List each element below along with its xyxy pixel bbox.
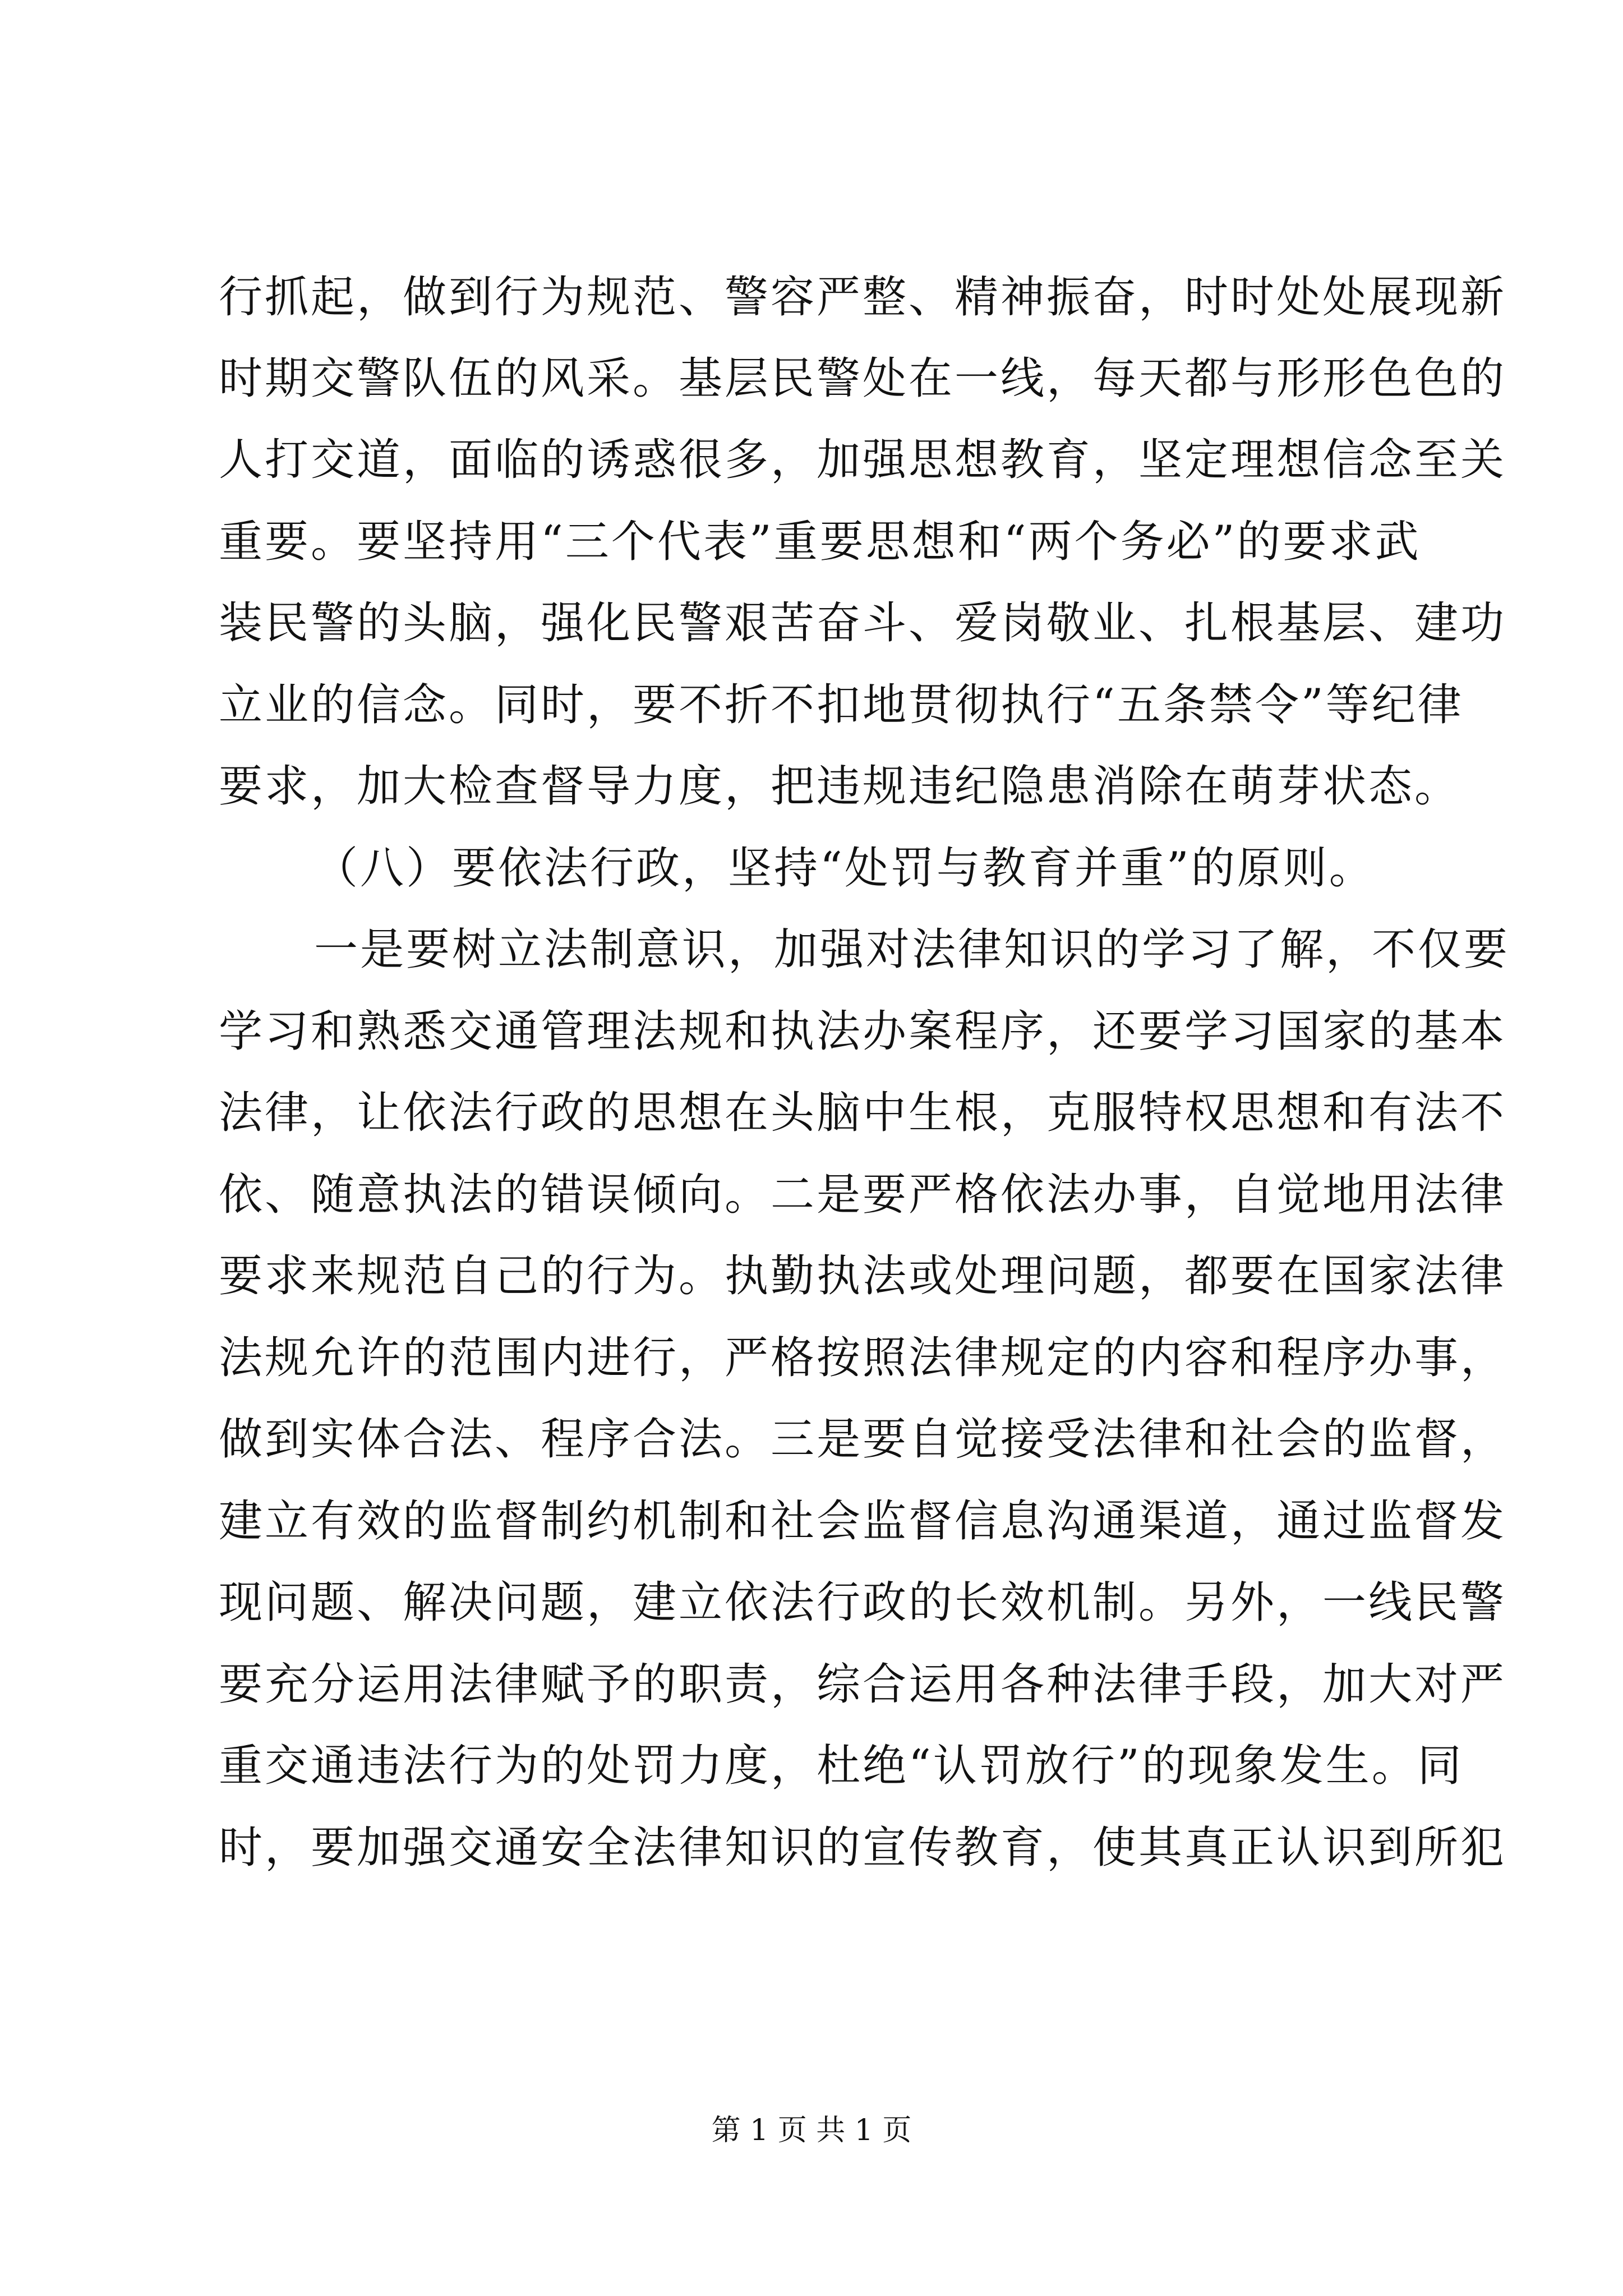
text-line: 现问题、解决问题，建立依法行政的长效机制。另外，一线民警 (219, 1577, 1507, 1628)
section-heading: （八）要依法行政，坚持“处罚与教育并重”的原则。 (314, 843, 1375, 894)
text-line: 依、随意执法的错误倾向。二是要严格依法办事，自觉地用法律 (219, 1170, 1507, 1220)
text-line: 时，要加强交通安全法律知识的宣传教育，使其真正认识到所犯 (219, 1823, 1507, 1873)
text-line: 要求来规范自己的行为。执勤执法或处理问题，都要在国家法律 (219, 1251, 1507, 1301)
text-line: 要求，加大检查督导力度，把违规违纪隐患消除在萌芽状态。 (219, 761, 1461, 812)
text-line: 一是要树立法制意识，加强对法律知识的学习了解，不仅要 (314, 924, 1510, 975)
text-line: 时期交警队伍的风采。基层民警处在一线，每天都与形形色色的 (219, 353, 1507, 404)
text-line: 行抓起，做到行为规范、警容严整、精神振奋，时时处处展现新 (219, 272, 1507, 323)
text-line: 装民警的头脑，强化民警艰苦奋斗、爱岗敬业、扎根基层、建功 (219, 598, 1507, 648)
text-line: 重交通违法行为的处罚力度，杜绝“认罚放行”的现象发生。同 (219, 1741, 1464, 1791)
text-line: 人打交道，面临的诱惑很多，加强思想教育，坚定理想信念至关 (219, 435, 1507, 485)
text-line: 学习和熟悉交通管理法规和执法办案程序，还要学习国家的基本 (219, 1006, 1507, 1057)
text-line: 重要。要坚持用“三个代表”重要思想和“两个务必”的要求武 (219, 517, 1421, 567)
page-footer: 第 1 页 共 1 页 (711, 2114, 912, 2147)
text-line: 建立有效的监督制约机制和社会监督信息沟通渠道，通过监督发 (219, 1496, 1507, 1547)
text-line: 法律，让依法行政的思想在头脑中生根，克服特权思想和有法不 (219, 1088, 1507, 1138)
text-line: 做到实体合法、程序合法。三是要自觉接受法律和社会的监督， (219, 1414, 1507, 1465)
text-line: 立业的信念。同时，要不折不扣地贯彻执行“五条禁令”等纪律 (219, 680, 1464, 730)
text-line: 法规允许的范围内进行，严格按照法律规定的内容和程序办事， (219, 1333, 1507, 1383)
text-line: 要充分运用法律赋予的职责，综合运用各种法律手段，加大对严 (219, 1659, 1507, 1710)
